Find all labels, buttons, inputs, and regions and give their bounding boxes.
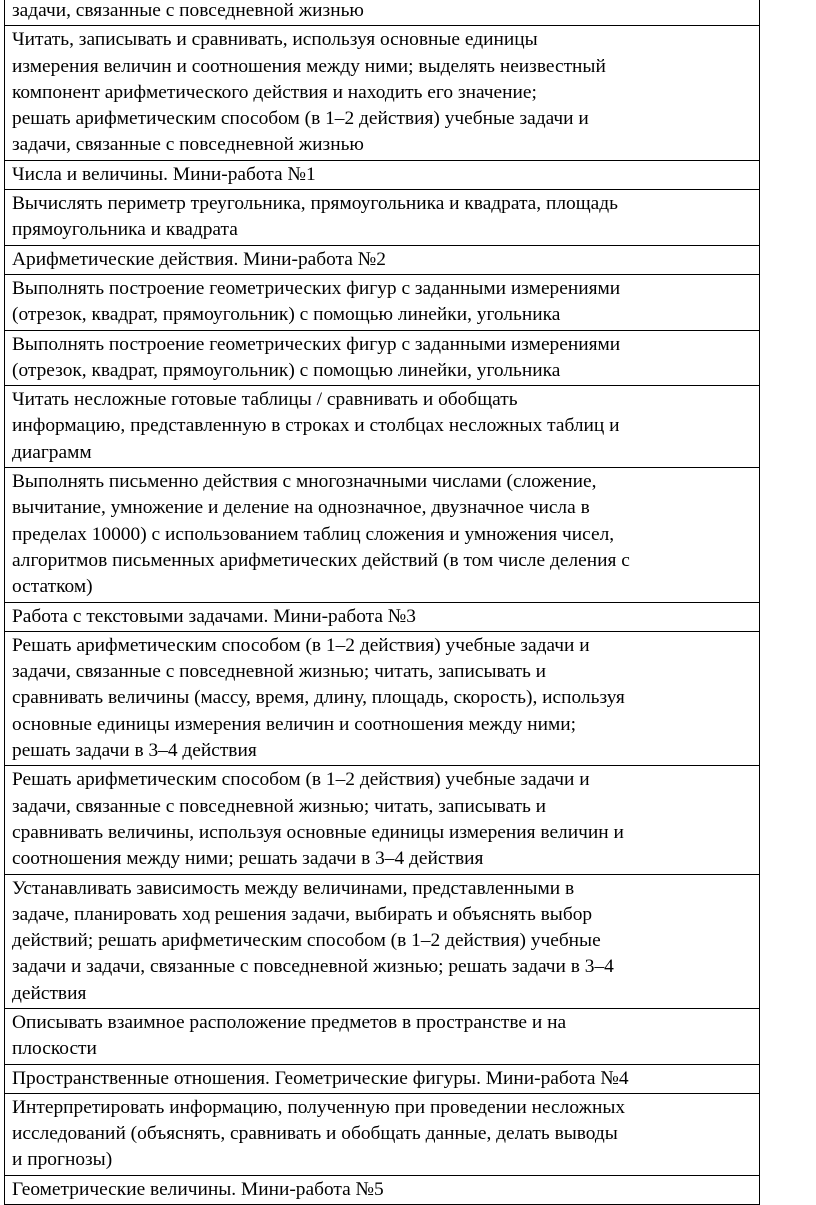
table-row [5, 1064, 760, 1093]
table-cell [5, 245, 760, 274]
cell-text-line: (отрезок, квадрат, прямоугольник) с помощью линейки, угольника [12, 304, 561, 326]
cell-text-line: остатком) [12, 576, 93, 598]
table-row [5, 330, 760, 386]
cell-text-line: действия [12, 982, 87, 1004]
cell-text-line: прямоугольника и квадрата [12, 219, 238, 241]
table-cell [5, 766, 760, 874]
document-table-body [5, 0, 760, 1205]
table-row [5, 245, 760, 274]
cell-text-line: Выполнять построение геометрических фигур с заданными измерениями [12, 333, 621, 355]
cell-text-line: Интерпретировать информацию, полученную при проведении несложных [12, 1096, 626, 1118]
table-cell [5, 874, 760, 1008]
cell-text-line: задачи и задачи, связанные с повседневной жизнью; решать задачи в 3–4 [12, 956, 614, 978]
cell-text-line: диаграмм [12, 441, 92, 463]
cell-text-line: Читать, записывать и сравнивать, используя основные единицы [12, 29, 538, 51]
table-cell [5, 1175, 760, 1204]
cell-text-line: задачи, связанные с повседневной жизнью; читать, записывать и [12, 795, 547, 817]
table-row [5, 0, 760, 26]
cell-text-line: Геометрические величины. Мини-работа №5 [12, 1178, 384, 1200]
cell-text-line: сравнивать величины (массу, время, длину, площадь, скорость), используя [12, 687, 625, 709]
cell-text-line: Вычислять периметр треугольника, прямоугольника и квадрата, площадь [12, 193, 618, 215]
cell-text-line: пределах 10000) с использованием таблиц сложения и умножения чисел, [12, 523, 615, 545]
cell-text-line: Устанавливать зависимость между величинами, представленными в [12, 877, 575, 899]
table-cell [5, 602, 760, 631]
table-cell [5, 468, 760, 602]
table-row [5, 1093, 760, 1175]
cell-text-line: Описывать взаимное расположение предметов в пространстве и на [12, 1011, 567, 1033]
table-row [5, 468, 760, 602]
table-row [5, 160, 760, 189]
cell-text-line: действий; решать арифметическим способом (в 1–2 действия) учебные [12, 930, 601, 952]
cell-text-line: Числа и величины. Мини-работа №1 [12, 163, 316, 185]
cell-text-line: задачи, связанные с повседневной жизнью; читать, записывать и [12, 661, 547, 683]
table-cell [5, 1064, 760, 1093]
table-cell [5, 190, 760, 246]
table-row [5, 1008, 760, 1064]
table-cell [5, 0, 760, 26]
cell-text-line: сравнивать величины, используя основные единицы измерения величин и [12, 821, 624, 843]
table-row [5, 766, 760, 874]
table-cell [5, 1093, 760, 1175]
cell-text-line: Выполнять построение геометрических фигур с заданными измерениями [12, 277, 621, 299]
table-cell [5, 274, 760, 330]
cell-text-line: Читать несложные готовые таблицы / сравнивать и обобщать [12, 389, 518, 411]
table-row [5, 602, 760, 631]
cell-text-line: задаче, планировать ход решения задачи, выбирать и объяснять выбор [12, 903, 593, 925]
cell-text-line: Выполнять письменно действия с многозначными числами (сложение, [12, 471, 597, 493]
cell-text-line: Решать арифметическим способом (в 1–2 действия) учебные задачи и [12, 634, 590, 656]
cell-text-line: решать задачи в 3–4 действия [12, 740, 257, 762]
cell-text-line: задачи, связанные с повседневной жизнью [12, 0, 364, 21]
table-cell [5, 160, 760, 189]
table-cell [5, 386, 760, 468]
cell-text-line: алгоритмов письменных арифметических действий (в том числе деления с [12, 549, 630, 571]
cell-text-line: и прогнозы) [12, 1149, 113, 1171]
table-row [5, 274, 760, 330]
table-row [5, 1175, 760, 1204]
cell-text-line: основные единицы измерения величин и соотношения между ними; [12, 713, 577, 735]
cell-text-line: (отрезок, квадрат, прямоугольник) с помощью линейки, угольника [12, 359, 561, 381]
table-cell [5, 26, 760, 160]
table-cell [5, 330, 760, 386]
table-cell [5, 631, 760, 765]
table-row [5, 190, 760, 246]
cell-text-line: соотношения между ними; решать задачи в 3–4 действия [12, 848, 484, 870]
cell-text-line: Решать арифметическим способом (в 1–2 действия) учебные задачи и [12, 769, 590, 791]
cell-text-line: измерения величин и соотношения между ними; выделять неизвестный [12, 55, 606, 77]
cell-text-line: вычитание, умножение и деление на однозначное, двузначное числа в [12, 497, 590, 519]
cell-text-line: исследований (объяснять, сравнивать и обобщать данные, делать выводы [12, 1123, 618, 1145]
document-table [4, 0, 760, 1205]
cell-text-line: Арифметические действия. Мини-работа №2 [12, 248, 386, 270]
table-cell [5, 1008, 760, 1064]
cell-text-line: информацию, представленную в строках и столбцах несложных таблиц и [12, 415, 620, 437]
table-row [5, 874, 760, 1008]
cell-text-line: Пространственные отношения. Геометрические фигуры. Мини-работа №4 [12, 1067, 629, 1089]
cell-text-line: задачи, связанные с повседневной жизнью [12, 134, 364, 156]
table-row [5, 386, 760, 468]
cell-text-line: решать арифметическим способом (в 1–2 действия) учебные задачи и [12, 108, 589, 130]
cell-text-line: компонент арифметического действия и находить его значение; [12, 81, 537, 103]
cell-text-line: плоскости [12, 1038, 97, 1060]
table-row [5, 631, 760, 765]
cell-text-line: Работа с текстовыми задачами. Мини-работа №3 [12, 605, 416, 627]
table-row [5, 26, 760, 160]
